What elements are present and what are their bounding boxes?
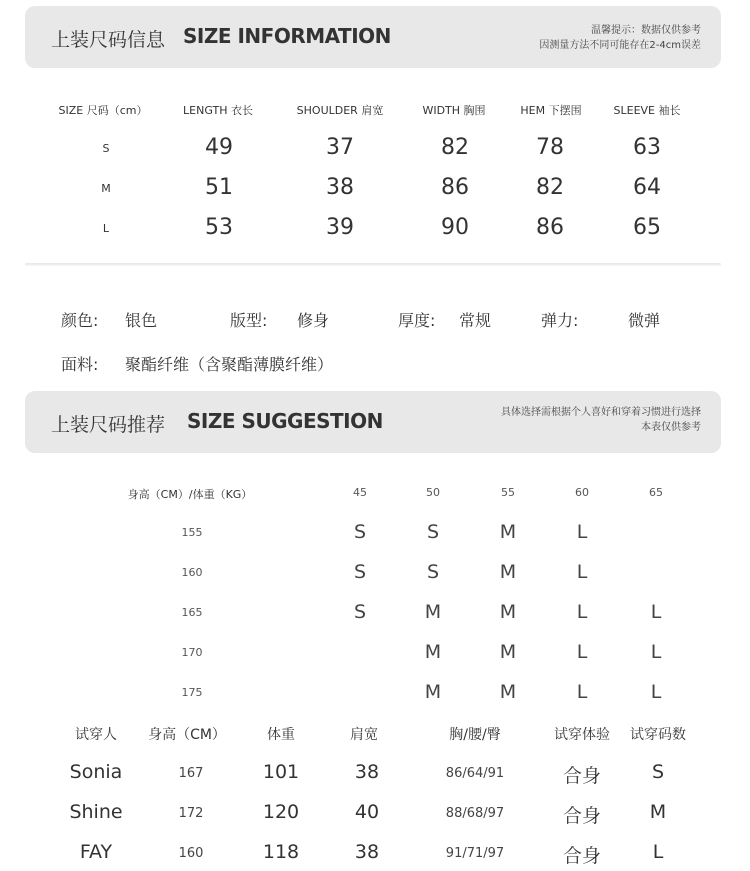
height-label: 160	[181, 566, 203, 579]
suggested-size: L	[576, 601, 588, 623]
header-length: LENGTH 衣长	[183, 104, 253, 117]
size-info-note	[539, 23, 701, 53]
tryon-size: M	[649, 801, 667, 823]
weight-header: 45	[353, 486, 367, 499]
tryon-height: 160	[178, 846, 204, 861]
suggested-size: L	[650, 641, 662, 663]
tryon-header-size: 试穿码数	[630, 727, 686, 743]
weight-header: 60	[575, 486, 589, 499]
suggested-size: M	[499, 681, 517, 703]
tryon-header-bwh: 胸/腰/臀	[449, 727, 501, 743]
tryon-weight: 120	[262, 801, 300, 823]
hem-value: 82	[536, 175, 564, 200]
size-suggestion-title-en: SIZE SUGGESTION	[187, 409, 383, 433]
thickness-label: 厚度:	[398, 311, 436, 330]
suggested-size: S	[353, 561, 367, 583]
width-value: 86	[441, 175, 469, 200]
tryon-name: FAY	[79, 841, 113, 863]
section-divider	[25, 263, 721, 266]
header-hem: HEM 下摆围	[520, 104, 582, 117]
tryon-header-weight: 体重	[267, 727, 295, 743]
header-size: SIZE 尺码（cm）	[58, 104, 148, 117]
suggested-size: L	[576, 521, 588, 543]
tryon-header-shoulder: 肩宽	[350, 727, 378, 743]
header-sleeve: SLEEVE 袖长	[613, 104, 681, 117]
suggested-size: M	[424, 641, 442, 663]
row-size-label: S	[102, 142, 110, 155]
suggested-size: M	[499, 521, 517, 543]
suggested-size: S	[426, 521, 440, 543]
tryon-shoulder: 38	[354, 761, 380, 783]
size-suggestion-note-line2: 本表仅供参考	[641, 422, 701, 433]
sleeve-value: 63	[633, 135, 661, 160]
row-size-label: L	[102, 222, 110, 235]
size-suggestion-note	[501, 405, 701, 435]
tryon-header-feel: 试穿体验	[554, 727, 610, 743]
size-info-banner	[25, 6, 721, 68]
elasticity-label: 弹力:	[541, 311, 579, 330]
suggested-size: S	[426, 561, 440, 583]
tryon-name: Sonia	[69, 761, 123, 783]
shoulder-value: 39	[326, 215, 354, 240]
length-value: 53	[205, 215, 233, 240]
size-suggestion-title-cn: 上装尺码推荐	[51, 414, 166, 436]
tryon-feel: 合身	[562, 765, 602, 787]
tryon-height: 172	[178, 806, 204, 821]
height-label: 155	[181, 526, 203, 539]
fit-value: 修身	[297, 311, 330, 330]
shoulder-value: 37	[326, 135, 354, 160]
tryon-feel: 合身	[562, 805, 602, 827]
shoulder-value: 38	[326, 175, 354, 200]
tryon-shoulder: 38	[354, 841, 380, 863]
suggested-size: M	[499, 601, 517, 623]
suggested-size: L	[576, 641, 588, 663]
tryon-weight: 118	[262, 841, 300, 863]
length-value: 51	[205, 175, 233, 200]
tryon-size: L	[652, 841, 664, 863]
weight-header: 55	[501, 486, 515, 499]
suggested-size: L	[650, 681, 662, 703]
hem-value: 78	[536, 135, 564, 160]
suggested-size: L	[576, 681, 588, 703]
thickness-value: 常规	[459, 311, 492, 330]
fabric-value: 聚酯纤维（含聚酯薄膜纤维）	[125, 355, 334, 374]
elasticity-value: 微弹	[628, 311, 661, 330]
height-label: 170	[181, 646, 203, 659]
tryon-size: S	[651, 761, 665, 783]
suggested-size: M	[499, 641, 517, 663]
header-shoulder: SHOULDER 肩宽	[296, 104, 384, 117]
hem-value: 86	[536, 215, 564, 240]
height-label: 175	[181, 686, 203, 699]
tryon-header-height: 身高（CM）	[148, 727, 226, 743]
size-info-title-en: SIZE INFORMATION	[183, 24, 391, 48]
tryon-bwh: 88/68/97	[445, 806, 505, 821]
length-value: 49	[205, 135, 233, 160]
suggested-size: S	[353, 521, 367, 543]
tryon-bwh: 86/64/91	[445, 766, 505, 781]
size-info-title-cn: 上装尺码信息	[51, 29, 166, 51]
width-value: 90	[441, 215, 469, 240]
tryon-weight: 101	[262, 761, 300, 783]
fit-label: 版型:	[230, 311, 268, 330]
size-info-note-line1: 温馨提示：数据仅供参考	[591, 25, 701, 36]
sleeve-value: 65	[633, 215, 661, 240]
height-label: 165	[181, 606, 203, 619]
color-value: 银色	[125, 311, 158, 330]
width-value: 82	[441, 135, 469, 160]
weight-header: 65	[649, 486, 663, 499]
tryon-height: 167	[178, 766, 204, 781]
size-suggestion-banner	[25, 391, 721, 453]
color-label: 颜色:	[61, 311, 99, 330]
tryon-feel: 合身	[562, 845, 602, 867]
suggested-size: L	[576, 561, 588, 583]
row-size-label: M	[101, 182, 111, 195]
suggested-size: M	[499, 561, 517, 583]
size-suggestion-note-line1: 具体选择需根据个人喜好和穿着习惯进行选择	[501, 407, 701, 418]
fabric-label: 面料:	[61, 355, 99, 374]
weight-header: 50	[426, 486, 440, 499]
tryon-name: Shine	[69, 801, 123, 823]
suggested-size: M	[424, 681, 442, 703]
suggested-size: S	[353, 601, 367, 623]
suggested-size: L	[650, 601, 662, 623]
tryon-bwh: 91/71/97	[445, 846, 505, 861]
suggested-size: M	[424, 601, 442, 623]
header-width: WIDTH 胸围	[422, 104, 486, 117]
sleeve-value: 64	[633, 175, 661, 200]
size-info-note-line2: 因测量方法不同可能存在2-4cm误差	[539, 40, 701, 51]
tryon-header-person: 试穿人	[75, 727, 117, 743]
tryon-shoulder: 40	[354, 801, 380, 823]
height-weight-label: 身高（CM）/体重（KG）	[127, 488, 253, 501]
